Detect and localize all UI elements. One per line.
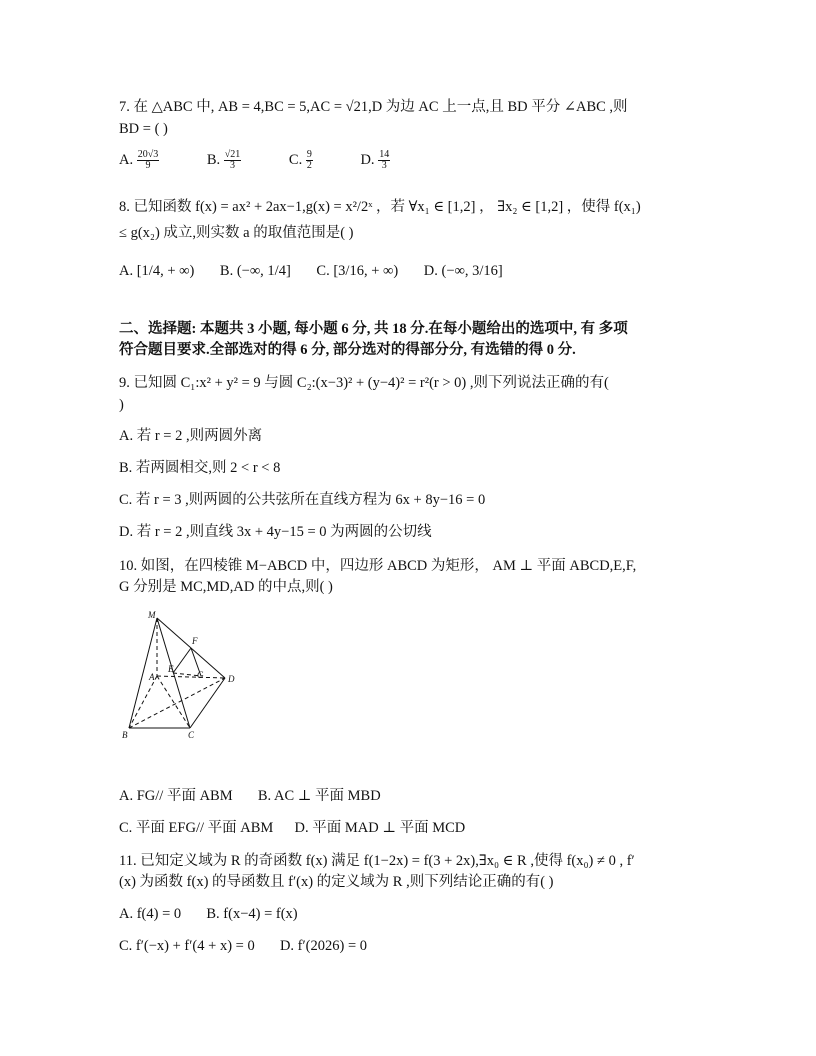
label-a: A [149,672,155,682]
edge-fe [173,648,191,673]
q11-options-row2 [119,937,367,955]
q10-option-a: A. FG// 平面 ABM [119,788,233,804]
q11-option-a: A. f(4) = 0 [119,906,182,922]
q9-option-c: C. 若 r = 3 ,则两圆的公共弦所在直线方程为 6x + 8y−16 = 0 [119,492,486,508]
q11-option-b: B. f(x−4) = f(x) [206,906,298,922]
q7-options [119,150,434,171]
q11-stem-line2: (x) 为函数 f(x) 的导函数且 f′(x) 的定义域为 R ,则下列结论正确的有( ) [119,874,554,890]
q8-options [119,262,525,280]
edge-cd [190,678,225,728]
label-f: F [192,636,198,646]
q10-option-d: D. 平面 MAD ⊥ 平面 MCD [294,820,466,836]
q10-stem-line1: 10. 如图，在四棱锥 M−ABCD 中，四边形 ABCD 为矩形， AM ⊥ 平面 ABCD,E,F, [119,558,637,574]
q8-option-a: A. [1/4, + ∞) [119,263,195,279]
label-b: B [122,730,128,740]
q9-option-a: A. 若 r = 2 ,则两圆外离 [119,428,263,444]
q10-options-row1 [119,787,381,805]
q11-options-row1 [119,905,298,923]
q7-option-b: B. $\frac{√21}{3}$ [206,149,241,171]
label-e: E [168,664,174,674]
q9-option-d: D. 若 r = 2 ,则直线 3x + 4y−15 = 0 为两圆的公切线 [119,524,432,540]
label-c: C [188,730,195,740]
q8-stem-line2: ≤ g(x₂) 成立,则实数 a 的取值范围是( ) [119,225,354,241]
section2-heading-line1: 二、选择题: 本题共 3 小题, 每小题 6 分, 共 18 分.在每小题给出的选项中, 有 多项 [119,321,628,337]
q10-option-c: C. 平面 EFG// 平面 ABM [119,820,274,836]
q9-option-b: B. 若两圆相交,则 2 < r < 8 [119,460,281,476]
q9-stem-line2: ) [119,397,124,413]
q7-option-c: C. $\frac{9}{2}$ [288,149,312,171]
q11-option-c: C. f′(−x) + f′(4 + x) = 0 [119,938,255,954]
q7-option-a: A. $\frac{20√3}{9}$ [119,149,159,171]
q11-option-d: D. f′(2026) = 0 [279,938,368,954]
q8-option-d: D. (−∞, 3/16] [423,263,503,279]
q8-option-c: C. [3/16, + ∞) [316,263,399,279]
edge-ac [157,676,190,728]
q10-stem-line2: G 分别是 MC,MD,AD 的中点,则( ) [119,579,333,595]
pyramid-figure [117,608,247,740]
q7-stem-line1: 7. 在 △ABC 中, AB = 4,BC = 5,AC = √21,D 为边 AC 上一点,且 BD 平分 ∠ABC ,则 [119,99,628,115]
q10-options-row2 [119,819,465,837]
q8-option-b: B. (−∞, 1/4] [219,263,291,279]
q11-stem-line1: 11. 已知定义域为 R 的奇函数 f(x) 满足 f(1−2x) = f(3 + 2x),∃x₀ ∈ R ,使得 f(x₀) ≠ 0 , f′ [119,853,635,869]
label-m: M [148,610,156,620]
label-g: G [197,670,204,680]
edge-ad [157,676,225,678]
q7-stem-line2: BD = ( ) [119,121,168,137]
q7-option-d: D. $\frac{14}{3}$ [360,149,390,171]
q8-stem-line1: 8. 已知函数 f(x) = ax² + 2ax−1,g(x) = x²/2ˣ ，若 ∀x₁ ∈ [1,2] ， ∃x₂ ∈ [1,2] ，使得 f(x₁) [119,199,641,215]
q10-option-b: B. AC ⊥ 平面 MBD [257,788,381,804]
section2-heading-line2: 符合题目要求.全部选对的得 6 分, 部分选对的得部分分, 有选错的得 0 分. [119,342,576,358]
label-d: D [228,674,235,684]
q9-stem-line1: 9. 已知圆 C₁:x² + y² = 9 与圆 C₂:(x−3)² + (y−4)² = r²(r > 0) ,则下列说法正确的有( [119,375,609,391]
